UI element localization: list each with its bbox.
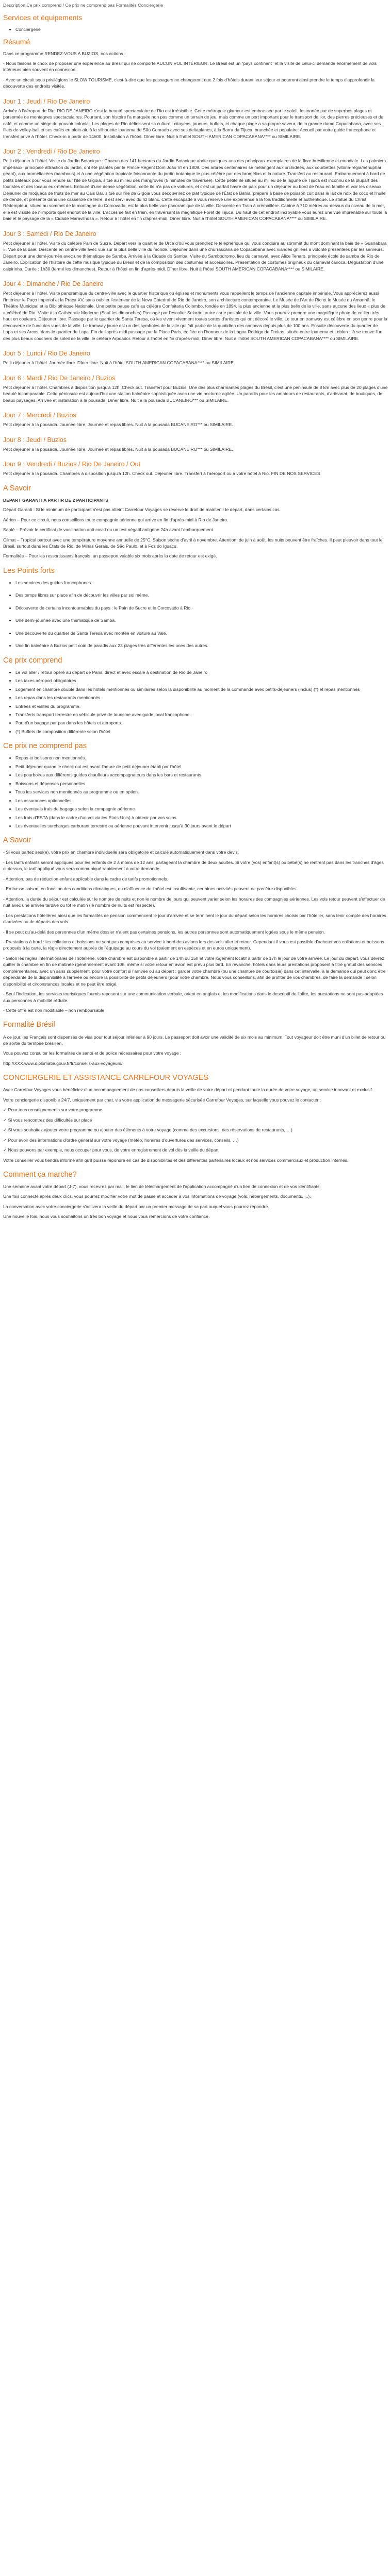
services-list bbox=[3, 26, 388, 32]
list-item: • Tous les services non mentionnés au programme ou en option. bbox=[15, 789, 388, 795]
a-savoir-text: - Attention, pas de réduction enfant applicable dans le cadre de tarifs promotionnels. bbox=[3, 876, 169, 882]
comment-text: Une semaine avant votre départ (J-7), vous recevrez par mail, le lien de téléchargement de l'application accompagné d'un lien de connexion et de vos identifiants. bbox=[3, 1183, 321, 1189]
services-title: Services et équipements bbox=[3, 13, 83, 22]
list-item: • Les éventuelles surcharges carburant terrestre ou aérienne pouvant intervenir jusqu'à 30 jours avant le départ bbox=[15, 823, 388, 829]
formalite-text: A ce jour, les Français sont dispensés de visa pour tout séjour inférieur à 90 jours. Le passeport doit avoir une validité de six mois au minimum. Tout voyageur doit être muni d'un billet de retour ou de sortie du territoire brésilien. bbox=[3, 1034, 386, 1046]
service-item: • Conciergerie bbox=[15, 26, 388, 32]
resume-text: - Nous faisons le choix de proposer une expérience au Brésil qui ne comporte AUCUN VOL INTÉRIEUR. Le Brésil est un "pays continent" et la visite de celui-ci demande énormément de vols intérieurs bien souvent en connexion. bbox=[3, 60, 377, 73]
day-title: Jour 3 : Samedi / Rio De Janeiro bbox=[3, 230, 96, 238]
a-savoir-text: Santé – Prévoir le certificat de vaccination anti-covid ou un test négatif antigène 24h avant l'embarquement. bbox=[3, 527, 215, 533]
day-title: Jour 4 : Dimanche / Rio De Janeiro bbox=[3, 280, 104, 288]
a-savoir-title: A Savoir bbox=[3, 484, 31, 493]
a-savoir-text: Départ Garanti : Si le minimum de participant n'est pas atteint Carrefour Voyages se réserve le droit de maintenir le départ, dans certains cas. bbox=[3, 507, 281, 513]
day-text: Petit déjeuner à la pousada. Chambres à disposition jusqu'à 12h. Check out. Déjeuner libre. Transfert à l'aéroport ou à votre hôtel à Rio. FIN DE NOS SERVICES bbox=[3, 471, 320, 477]
list-item: • Logement en chambre double dans les hôtels mentionnés ou similaires selon la disponibilité au moment de la commande avec petits-déjeuners (inclus) (*) et repas mentionnés bbox=[15, 686, 388, 692]
day-title: Jour 8 : Jeudi / Buzios bbox=[3, 436, 67, 444]
a-savoir-text: - Prestations à bord : les collations et boissons ne sont pas comprises au service à bord des avions lors des vols aller et retour. Cependant il vous est possible d'acheter vos collations et boissons proposés à la carte, la règle directement auprès de l'équipage au cours du vol (paiement en espèces et en euros uniquement). bbox=[3, 939, 384, 951]
a-savoir-text: - Attention, la durée du séjour est calculée sur le nombre de nuits et non le nombre de jours qui peuvent varier selon les horaires des compagnies aériennes. Les vols retour peuvent s'effectuer de nuit avec une arrivée tardive ou tôt le matin (le nombre de nuits est respecté). bbox=[3, 896, 385, 908]
list-item: • Les frais d'ESTA (dans le cadre d'un vol via les États-Unis) à obtenir par vos soins. bbox=[15, 815, 388, 821]
ne-comprend-title: Ce prix ne comprend pas bbox=[3, 742, 87, 751]
comment-title: Comment ça marche? bbox=[3, 1170, 77, 1179]
list-item: • Boissons et dépenses personnelles. bbox=[15, 781, 388, 787]
conciergerie-text: Votre conseiller vous tiendra informé afin qu'il puisse répondre en cas de disponibilités et des différentes partenaires locaux et nos services commerciaux et production internes. bbox=[3, 1157, 349, 1163]
comment-text: Une fois connecté après deux clics, vous pourrez modifier votre mot de passe et accéder à vos informations de voyage (vols, hébergements, documents, ...). bbox=[3, 1194, 311, 1199]
list-item: • Les éventuels frais de bagages selon la compagnie aérienne bbox=[15, 806, 388, 812]
list-item: • Découverte de certains incontournables du pays : le Pain de Sucre et le Corcovado à Rio. bbox=[15, 605, 388, 611]
a-savoir-text: - En basse saison, en fonction des conditions climatiques, ou d'affluence de l'hôtel est insuffisante, certaines activités peuvent ne pas être disponibles. bbox=[3, 886, 298, 892]
list-item: • Entrées et visites du programme. bbox=[15, 703, 388, 709]
day-text: Petit déjeuner à la pousada. Journée libre. Journée et repas libres. Nuit à la pousada BUCANEIRO*** ou SIMILAIRE. bbox=[3, 422, 233, 428]
a-savoir-text: Formalités – Pour les ressortissants français, un passeport valable six mois après la date de retour est exigé. bbox=[3, 553, 217, 559]
conciergerie-text: ✓ Si vous rencontrez des difficultés sur place bbox=[3, 1117, 92, 1123]
day-title: Jour 6 : Mardi / Rio De Janeiro / Buzios bbox=[3, 374, 116, 382]
a-savoir-2-title: A Savoir bbox=[3, 836, 31, 845]
depart-garanti: DEPART GARANTI A PARTIR DE 2 PARTICIPANTS bbox=[3, 497, 109, 503]
comprend-title: Ce prix comprend bbox=[3, 656, 62, 665]
a-savoir-text: - Les prestations hôtelières ainsi que les formalités de pension commencent le jour d'arrivée et se terminent le jour du départ selon les horaires choisis par l'hôtelier, sans tenir compte des horaires d'arrivées ou de départs des vols. bbox=[3, 912, 386, 925]
day-title: Jour 9 : Vendredi / Buzios / Rio De Janeiro / Out bbox=[3, 461, 141, 468]
conciergerie-text: Avec Carrefour Voyages vous bénéficiez d'un accompagnement de nos conseillers depuis la veille de votre départ et pendant toute la durée de votre voyage, un service innovant et exclusif. bbox=[3, 1087, 373, 1093]
resume-title: Résumé bbox=[3, 38, 30, 46]
diplomatie-link[interactable]: http://XXX.www.diplomatie.gouv.fr/fr/conseils-aux-voyageurs/ bbox=[3, 1060, 123, 1066]
formalite-title: Formalité Brésil bbox=[3, 1021, 55, 1029]
list-item: • Une demi-journée avec une thématique de Samba. bbox=[15, 617, 388, 623]
comprend-list bbox=[3, 669, 388, 735]
comment-text: La conversation avec votre conciergerie s'activera la veille du départ par un premier message de sa part auquel vous pourrez répondre. bbox=[3, 1204, 269, 1209]
a-savoir-text: - Selon les règles internationales de l'hôtellerie, votre chambre est disponible à partir de 14h ou 15h et votre logement locatif à partir de 17h le jour de votre arrivée. Le jour du départ, vous devrez quitter la chambre en fin de matinée (généralement avant 10h, même si votre retour en avion est prévu plus tard. En revanche, hôtels dans leurs prestations proposent à titre gratuit des services complémentaires, avec un sans supplément, pour votre confort si l'arrivée ou au départ : garder votre chambre (ou une chambre de courtoisie) dans cet intervalle, à la demande qui peut donc être dépendante de la disponibilité à l'arrivée ou encore la possibilité de petits déjeuners (pour votre chambre. Nous vous conseillons, afin de profiter de vos chambres, de faire la demande : selon disponibilité et circonstances locales et ne peut être exigé. bbox=[3, 955, 386, 987]
day-text: Petit déjeuner à l'hôtel. Chambres à disposition jusqu'à 12h. Check out. Transfert pour Buzios. Une des plus charmantes plages du Brésil, c'est une péninsule de 8 km avec plus de 20 plages d'une beauté incomparable. Cette péninsule est aujourd'hui une station balnéaire sophistiquée avec une vie nocturne agitée. Un paradis pour les amateurs de restaurants, d'artisanat, de boutiques, de beaux paysages. Arrivée et installation à la pousada. Dîner libre. Nuit à la pousada BUCANEIRO*** ou SIMILAIRE. bbox=[3, 384, 388, 403]
day-text: Petit déjeuner à l'hôtel. Visite du célèbre Pain de Sucre. Départ vers le quartier de Urca d'où vous prendrez le téléphérique qui vous conduira au sommet du mont dominant la baie de « Guanabara ». Vue de la baie. Descente en centre-ville avec vue sur la plus belle ville du monde. Déjeuner dans une churrascaria de Copacabana avec viandes grillées à volonté présentées par les serveurs. Départ pour une demi-journée avec une thématique de Samba. Arrivée à la Cidade do Samba. Visite du Sambódromo, lieu du carnaval, avec Alice Tenaro, principale école de samba de Rio de Janeiro. Explication de l'histoire de cette musique typique du Brésil et de la composition des costumes et accessoires. Présentation de costumes originaux du carnaval carioca. Dégustation d'une caipirinha. Durée : 1h30 (fermé les dimanches). Retour à l'hôtel en fin d'après-midi. Dîner libre. Nuit à l'hôtel SOUTH AMERICAN COPACABANA**** ou SIMILAIRE. bbox=[3, 240, 387, 272]
list-item: • Petit déjeuner quand le check out est avant l'heure de petit déjeuner établi par l'hôtel bbox=[15, 764, 388, 770]
day-text: Petit déjeuner à l'hôtel. Visite panoramique du centre-ville avec le quartier historique où églises et monuments vous rappellent le temps de l'ancienne capitale impériale. Vous apprécierez aussi l'intérieur le Paço Imperial et la Praça XV, sans oublier l'extérieur de la Nova Catedral de Rio de Janeiro, son architecture contemporaine. Le Musée de l'Art de Rio et le Musée du Amanhã, le Théâtre Municipal et la Bibliothèque Nationale. Une petite pause café au célèbre Confeitaria Colombo, fondée en 1894, la plus ancienne et la plus belle de la ville, sans aucune des lieux « plus de » célébré de Rio. Visite à la Cathédrale Moderne (Sauf les dimanches) Passage par l'escalier Selarón, autre carte postale de la ville. Vous pourrez prendre une magnifique photo de ce lieu très haut en couleurs. Déjeuner libre. Passage par le quartier de Santa Teresa, où les vivent vivement toutes sortes d'artistes qui ont décoré le ville. Le tour en tramway est célèbre en son genre pour la découverte de l'une des vues de la ville. Le tramway jaune est un des symboles de la ville qui fait partie de la quotidien des cariocas depuis plus de 100 ans. Ensuite découverte du quartier de Lapa et ses Arcos, dans le quartier de Lapa. Fin de l'après-midi passage par la Place Paris, édifiée en l'honneur de la Lagoa Rodrigo de Freitas, située entre Ipanema et Leblon : là se trouve l'un des plus beaux couchers de soleil de la ville, le célèbre Arpoador. Retour à l'hôtel en fin d'après-midi. Dîner libre. Nuit à l'hôtel SOUTH AMERICAN COPACABANA**** ou SIMILAIRE. bbox=[3, 291, 387, 341]
list-item: • Des temps libres sur place afin de découvrir les villes par soi même. bbox=[15, 592, 388, 598]
conciergerie-text: ✓ Pour avoir des informations d'ordre général sur votre voyage (météo, horaires d'ouvertures des services, conseils, …) bbox=[3, 1137, 239, 1143]
list-item: • Le vol aller / retour opéré au départ de Paris, direct et avec escale à destination de Rio de Janeiro bbox=[15, 669, 388, 675]
list-item: • Port d'un bagage par pax dans les hôtels et aéroports. bbox=[15, 720, 388, 726]
list-item: • Les taxes aéroport obligatoires bbox=[15, 677, 388, 684]
a-savoir-text: - Cette offre est non modifiable – non remboursable bbox=[3, 1008, 105, 1013]
a-savoir-text: - Seul l'indication, les services touristiques fournis reposent sur une communication verbale, orient en anglais et les modifications dans le descriptif de l'offre, les prestations ne sont pas adaptées aux personnes à mobilité réduite. bbox=[3, 991, 383, 1003]
conciergerie-title: CONCIERGERIE ET ASSISTANCE CARREFOUR VOYAGES bbox=[3, 1074, 209, 1082]
day-title: Jour 5 : Lundi / Rio De Janeiro bbox=[3, 349, 90, 357]
resume-text: - Avec un circuit sous privilégions le SLOW TOURISME, c'est-à-dire que les passagers ne changeront que 2 fois d'hôtels durant leur séjour et pourront ainsi prendre le temps d'approfondir la découverte des endroits visités. bbox=[3, 77, 375, 89]
day-text: Arrivée à l'aéroport de Rio. RIO DE JANEIRO c'est la beauté spectaculaire de Rio est irrésistible. Cette métropole glamour est embrassée par le soleil, festonnée par de superbes plages et parsemée de montagnes spectaculaires. Pourtant, son histoire l'a marquée non pas comme un terrain de jeu, mais comme un port important pour le transport de l'or, des pierres précieuses et du café, et comme un siège du pouvoir colonial. Les plages de Rio définissent sa culture : citoyens, joueurs, buffets, et chaque plage a sa propre saveur, de la grande dame Copacabana, avec ses filets de volley-ball et ses cafés en plein-air, à la silhouette Ipanema de São Conrado avec ses deltaplanes, à la Barra da Tijuca, branchée et populaire. Accueil par votre guide francophone et transfert privé à l'hôtel. Check-in à partir de 14h00. Installation à l'hôtel. Dîner libre. Nuit à l'hôtel SOUTH AMERICAN COPACABANA**** ou SIMILAIRE. bbox=[3, 108, 384, 139]
list-item: • Transferts transport terrestre en véhicule privé de tourisme avec guide local francophone. bbox=[15, 711, 388, 718]
tab-nav-line[interactable]: Description Ce prix comprend / Ce prix ne comprend pas Formalités Conciergerie bbox=[3, 3, 163, 8]
a-savoir-text: Aérien – Pour ce circuit, nous conseillons toute compagnie aérienne qui arrive en fin d'après-midi à Rio de Janeiro. bbox=[3, 517, 229, 522]
a-savoir-text: Climat – Tropical partout avec une température moyenne annuelle de 25°C. Saison sèche d'avril à novembre. Attention, de juin à août, les nuits peuvent être fraîches. Il peut pleuvoir dans tout le Brésil, surtout dans les États de Rio, de Minas Gerais, de São Paulo, et à Foz do Iguaçu. bbox=[3, 537, 383, 549]
comment-text: Une nouvelle fois, nous vous souhaitons un très bon voyage et nous vous remercions de votre confiance. bbox=[3, 1214, 210, 1219]
list-item: • Une fin balnéaire à Buzios petit coin de paradis aux 23 plages très différentes les unes des autres. bbox=[15, 642, 388, 649]
a-savoir-text: - Les tarifs enfants seront appliqués pour les enfants de 2 à moins de 12 ans, partageant la chambre de deux adultes. Si votre (vos) enfant(s) ou bébé(s) ne rentrent pas dans les tranches d'âges ci-dessus, le tarif appliqué vous sera communiqué rapidement à votre demande. bbox=[3, 859, 384, 872]
list-item: • (*) Buffets de composition différente selon l'hôtel bbox=[15, 728, 388, 735]
list-item: • Repas et boissons non mentionnés. bbox=[15, 755, 388, 761]
list-item: • Les services des guides francophones. bbox=[15, 580, 388, 586]
day-text: Petit déjeuner à la pousada. Journée libre. Journée et repas libres. Nuit à la pousada BUCANEIRO*** ou SIMILAIRE. bbox=[3, 446, 233, 452]
conciergerie-text: Votre conciergerie disponible 24/7, uniquement par chat, via votre application de messagerie sécurisée Carrefour Voyages, sur laquelle vous pouvez le contacter : bbox=[3, 1097, 321, 1103]
day-title: Jour 1 : Jeudi / Rio De Janeiro bbox=[3, 97, 90, 105]
list-item: • Une découverte du quartier de Santa Teresa avec montée en voiture au Vale. bbox=[15, 630, 388, 636]
page bbox=[0, 0, 391, 1220]
day-title: Jour 7 : Mercredi / Buzios bbox=[3, 412, 76, 419]
a-savoir-text: - Si vous partez seul(e), votre prix en chambre individuelle sera obligatoire et calculé automatiquement dans votre devis. bbox=[3, 850, 239, 855]
conciergerie-text: ✓ Si vous souhaitez ajouter votre programme ou ajouter des éléments à votre voyage (comme des excursions, des réservations de restaurants, …) bbox=[3, 1127, 292, 1133]
conciergerie-text: ✓ Nous pouvons par exemple, nous occuper pour vous, de votre enregistrement de vol dès la veille du départ bbox=[3, 1147, 219, 1153]
conciergerie-text: ✓ Pour tous renseignements sur votre programme bbox=[3, 1107, 103, 1113]
list-item: • Les pourboires aux différents guides chauffeurs accompagnateurs dans les bars et restaurants bbox=[15, 772, 388, 778]
day-title: Jour 2 : Vendredi / Rio De Janeiro bbox=[3, 148, 100, 156]
list-item: • Les repas dans les restaurants mentionnés bbox=[15, 694, 388, 701]
day-text: Petit déjeuner à l'hôtel. Visite du Jardin Botanique : Chacun des 141 hectares du Jardin Botanique abrite quelques-uns des principaux exemplaires de la flore brésilienne et mondiale. Les palmiers impériaux, principale attraction du jardin, ont été plantés par le Prince-Régent Dom João VI en 1809. Des arbres centenaires se mélangent aux orchidées, aux courbettes (vitória-régia/nénuphar géant), aux broméliacées (bambous) et à une végétation tropicale foisonnante du jardin botanique le plus célèbre par des bromélias et la nature. Transfert au restaurant. Embarquement à bord de petits bateaux pour vous rendre sur l'île de Gigoia, situé au milieu des mangroves (5 minutes de traversée). Cette petite île située au milieu de la lagune de Tijuca est inconnu de la plupart des touristes et des locaux eux-mêmes. Entouré d'une dense végétation, cette île n'a pas de voitures, et c'est un parfait havre de paix pour un déjeuner au bord de l'eau en famille et voir les oiseaux. Déjeuner de moqueca de fruits de mer au Cais Bar, situé sur l'île de Gigoia vous découvrirez ce plat typique de l'État de Bahia, préparé à base de poisson cuit dans le lait de noix de coco et l'huile de dendê, et présenté dans une casserole de terre, il est servi avec du riz blanc. Cette escapade à vous réserve une expérience à la fois traditionnelle et authentique. Le statue du Christ Rédempteur, située au sommet de la montagne du Corcovado, est la plus belle vue panoramique de la ville. Descente en Train à crémaillère. Cabine à 710 mètres au-dessus du niveau de la mer, elle est visible de n'importe quel endroit de la ville. L'accès se fait en train, en traversant la magnifique Forêt de Tijuca. Du haut de cet endroit incroyable vous aurez une vue imprenable sur toute la baie et le paysage de la « Cidade Maravilhosa ». Retour à l'hôtel en fin d'après-midi. Dîner libre. Nuit à l'hôtel SOUTH AMERICAN COPACABANA**** ou SIMILAIRE. bbox=[3, 158, 387, 222]
ne-comprend-list bbox=[3, 755, 388, 829]
formalite-text: Vous pouvez consulter les formalités de santé et de police nécessaires pour votre voyage : bbox=[3, 1050, 182, 1056]
resume-text: Dans ce programme RENDEZ-VOUS A BUZIOS, nos actions : bbox=[3, 50, 126, 56]
list-item: • Les assurances optionnelles bbox=[15, 798, 388, 804]
points-forts-title: Les Points forts bbox=[3, 566, 55, 575]
points-forts-list bbox=[3, 580, 388, 649]
day-text: Petit déjeuner à l'hôtel. Journée libre. Dîner libre. Nuit à l'hôtel SOUTH AMERICAN COPACABANA**** ou SIMILAIRE. bbox=[3, 360, 235, 366]
a-savoir-text: - Il se peut qu'au-delà des personnes d'un même dossier n'aient pas certaines pensions, les autres personnes sont automatiquement logées sous le même pension. bbox=[3, 929, 325, 935]
